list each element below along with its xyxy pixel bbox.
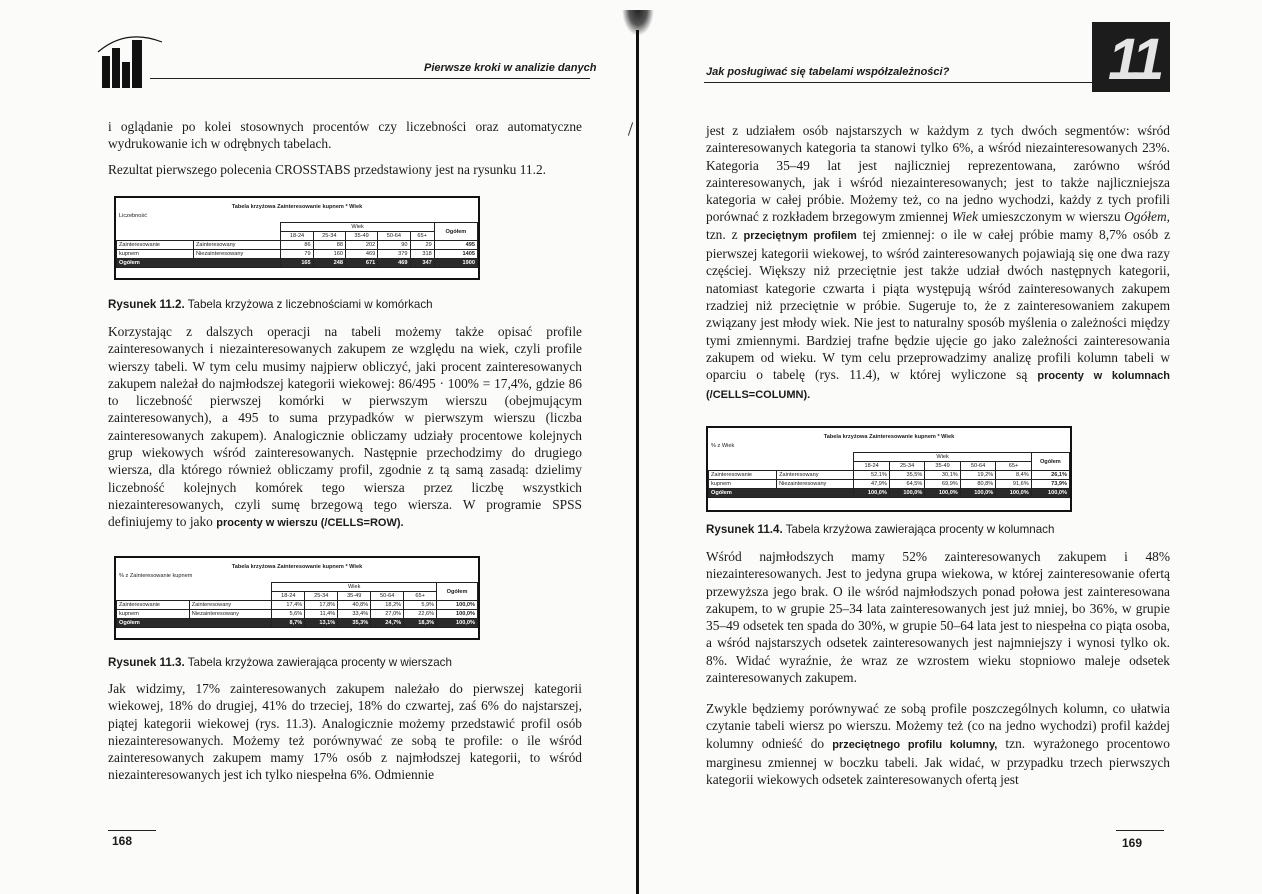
left-header-rule [150, 78, 590, 79]
corner-cell [117, 223, 281, 241]
row-category-label: Zainteresowany [777, 471, 854, 480]
table-cell: 79 [281, 250, 313, 259]
left-paragraph-1: i oglądanie po kolei stosownych procentów czy liczebności oraz automatyczne wydrukowanie ich w odrębnych tabelach. [108, 119, 582, 152]
right-running-header: Jak posługiwać się tabelami współzależności? [706, 66, 950, 78]
table-row [709, 480, 1070, 489]
table-cell: 80,8% [960, 480, 995, 489]
table-cell: 22,6% [404, 610, 437, 619]
paragraph-text: Zwykle będziemy porównywać ze sobą profile poszczególnych kolumn, co ułatwia czytanie tabeli wiersz po wierszu. Możemy też (co na jedno wychodzi) profil każdej kolumny odnieść do [706, 701, 1170, 751]
column-header: 18-24 [854, 462, 889, 471]
table-title: Tabela krzyżowa Zainteresowanie kupnem * Wiek [231, 564, 363, 570]
paragraph-text: tzn. wyrażonego procentowo marginesu zmiennej w boczku tabeli. Jak widać, w przypadku trzech pierwszych kategorii wiekowych odsetek zainteresowanych ofertą jest [706, 735, 1170, 788]
table-cell: 318 [410, 250, 434, 259]
corner-cell [709, 453, 854, 471]
row-category-label: Niezainteresowany [189, 610, 272, 619]
table-cell: 86 [281, 241, 313, 250]
column-header: 50-64 [378, 232, 410, 241]
grand-total-cell: 1900 [434, 259, 477, 268]
paragraph-text: jest z udziałem osób najstarszych w każdym z tych dwóch segmentów: wśród zainteresowanych kategoria ta stanowi tylko 6%, a wśród niezainteresowanych 23%. Kategoria 35–49 lat jest najliczniej reprezentowana, zarówno wśród zainteresowanych, jak i wśród niezainteresowanych; jest to także najliczniejsza kategoria w całej próbie. Możemy też, co na jedno wychodzi, każdy z tych profili porównać z rozkładem brzegowym zmiennej [706, 123, 1170, 225]
column-header: 25-34 [313, 232, 345, 241]
table-cell: 69,9% [925, 480, 960, 489]
column-header: 25-34 [305, 592, 338, 601]
table-cell: 379 [378, 250, 410, 259]
row-variable-label: kupnem [117, 250, 194, 259]
table-cell: 17,8% [305, 601, 338, 610]
table-cell: 100,0% [854, 489, 889, 498]
left-running-header: Pierwsze kroki w analizie danych [424, 62, 597, 74]
row-variable-label: kupnem [709, 480, 777, 489]
table-cell: 100,0% [996, 489, 1031, 498]
left-paragraph-2: Rezultat pierwszego polecenia CROSSTABS przedstawiony jest na rysunku 11.2. [108, 162, 547, 177]
left-footer-rule [108, 830, 156, 831]
table-cell: 35,5% [889, 471, 924, 480]
left-paragraph-3 [108, 323, 582, 533]
table-title: Tabela krzyżowa Zainteresowanie kupnem * Wiek [231, 204, 363, 210]
row-total-cell: 495 [434, 241, 477, 250]
column-group-header: Wiek [272, 583, 437, 592]
table-cell: 11,4% [305, 610, 338, 619]
table-cell: 40,8% [338, 601, 371, 610]
table-cell: 88 [313, 241, 345, 250]
italic-term: Ogółem [1124, 209, 1167, 225]
crosstab-table [116, 222, 478, 268]
caption-text: Tabela krzyżowa zawierająca procenty w kolumnach [785, 523, 1055, 536]
paragraph-bold: przeciętnym profilem [743, 229, 857, 242]
paragraph-text: , tzn. z [706, 209, 1170, 242]
crosstab-figure-11-2 [114, 196, 480, 280]
italic-term: Wiek [951, 209, 978, 225]
figure-caption-11-2 [108, 298, 433, 311]
column-header: 18-24 [272, 592, 305, 601]
column-header: 35-49 [338, 592, 371, 601]
table-cell: 5,9% [404, 601, 437, 610]
left-page-number: 168 [112, 834, 133, 848]
total-column-header: Ogółem [437, 583, 478, 601]
total-row-label: Ogółem [709, 489, 854, 498]
table-cell: 100,0% [889, 489, 924, 498]
table-measure: Liczebność [119, 213, 147, 219]
caption-label: Rysunek 11.3. [108, 656, 185, 669]
table-cell: 100,0% [960, 489, 995, 498]
right-footer-rule [1116, 830, 1164, 831]
grand-total-cell: 100,0% [1031, 489, 1069, 498]
caption-text: Tabela krzyżowa zawierająca procenty w wierszach [187, 656, 452, 669]
row-total-cell: 26,1% [1031, 471, 1069, 480]
total-row-label: Ogółem [117, 619, 272, 628]
right-page-number: 169 [1122, 836, 1143, 850]
table-row [117, 250, 478, 259]
column-group-header: Wiek [854, 453, 1031, 462]
table-cell: 347 [410, 259, 434, 268]
table-cell: 18,2% [371, 601, 404, 610]
table-cell: 30,1% [925, 471, 960, 480]
table-row [117, 601, 478, 610]
table-cell: 160 [313, 250, 345, 259]
row-category-label: Zainteresowany [193, 241, 280, 250]
crosstab-figure-11-3 [114, 556, 480, 640]
table-cell: 17,4% [272, 601, 305, 610]
column-header: 65+ [410, 232, 434, 241]
paragraph-bold: procenty w kolumnach (/CELLS=COLUMN). [706, 370, 1170, 402]
paragraph-text: Korzystając z dalszych operacji na tabeli możemy także opisać profile zainteresowanych i niezainteresowanych zakupem ze względu na wiek, czyli profile wierszy tabeli. W tym celu musimy najpierw obliczyć, jaki procent zainteresowanych zakupem należał do najmłodszej kategorii wiekowej: 86/495 · 100% = 17,4%, gdzie 86 to liczebność pierwszej komórki w pierwszym wierszu (obejmującym zainteresowanych), a 495 to suma przypadków w pierwszym wierszu (liczba zainteresowanych zakupem). Analogicznie obliczamy udziały procentowe kolejnych grup wiekowych wśród zainteresowanych. Następnie przechodzimy do drugiego wiersza, dla którego również obliczamy profil, zgodnie z tą samą zasadą: dzielimy liczebność kolejnych komórek tego wiersza przez liczbę wszystkich niezainteresowanych, czyli sumę brzegową tego wiersza. W programie SPSS definiujemy to jako [108, 324, 582, 530]
column-header: 18-24 [281, 232, 313, 241]
right-header-rule [704, 82, 1094, 83]
column-header: 35-49 [925, 462, 960, 471]
column-header: 50-64 [960, 462, 995, 471]
table-measure: % z Wiek [711, 443, 735, 449]
paragraph-text: tej zmiennej: o ile w całej próbie mamy 8,7% osób z pierwszej kategorii wiekowej, to wśród zainteresowanych pojawiają się one dwa razy częściej. Większy niż przeciętnie jest także udział dwóch następnych kategorii, natomiast kategorie czwarta i piąta występują wśród zainteresowanych zakupem rzadziej niż przeciętnie w próbie. Sugeruje to, że z zainteresowaniem zakupem związany jest młody wiek. Nie jest to naturalny sposób myślenia o zależności między tymi zmiennymi. Bardziej trafne będzie ujęcie go jako zależności zainteresowania zakupem od wieku. W tym celu przeprowadzimy analizę profili kolumn tabeli w oparciu o tabelę (rys. 11.4), w której wyliczone są [706, 226, 1171, 383]
column-group-header: Wiek [281, 223, 434, 232]
right-paragraph-2: Wśród najmłodszych mamy 52% zainteresowanych zakupem i 48% niezainteresowanych. Jest to jedyna grupa wiekowa, w której zainteresowanie ofertą przewyższa jego brak. O ile wśród najmłodszych ponad połowa jest zainteresowana zakupem, to w grupie 25–34 lata zainteresowanych jest już mniej, bo 36%, w grupie 35–49 odsetek ten spada do 30%, w grupie 50–64 lata jest to niespełna co piąta osoba, a wśród najstarszych odsetek zainteresowanych jest najmniejszy i wynosi tylko ok. 8%. Widać wyraźnie, że wraz ze wzrostem wieku stopniowo maleje odsetek zainteresowanych zakupem. [706, 549, 1170, 686]
column-header: 25-34 [889, 462, 924, 471]
right-paragraph-1 [706, 122, 1170, 405]
paragraph-text: umieszczonym w wierszu [981, 209, 1121, 225]
row-variable-label: Zainteresowanie [709, 471, 777, 480]
table-row [117, 610, 478, 619]
table-cell: 90 [378, 241, 410, 250]
right-paragraph-3 [706, 700, 1170, 788]
column-header: 65+ [996, 462, 1031, 471]
table-cell: 27,0% [371, 610, 404, 619]
row-category-label: Zainteresowany [189, 601, 272, 610]
table-cell: 13,1% [305, 619, 338, 628]
row-variable-label: Zainteresowanie [117, 601, 190, 610]
total-row [117, 619, 478, 628]
grand-total-cell: 100,0% [437, 619, 478, 628]
table-cell: 469 [378, 259, 410, 268]
table-cell: 8,4% [996, 471, 1031, 480]
paragraph-bold: procenty w wierszu (/CELLS=ROW). [216, 517, 404, 530]
row-category-label: Niezainteresowany [777, 480, 854, 489]
table-cell: 47,9% [854, 480, 889, 489]
row-total-cell: 100,0% [437, 601, 478, 610]
caption-text: Tabela krzyżowa z liczebnościami w komórkach [187, 298, 433, 311]
total-column-header: Ogółem [434, 223, 477, 241]
table-cell: 5,6% [272, 610, 305, 619]
table-cell: 100,0% [925, 489, 960, 498]
column-header: 65+ [404, 592, 437, 601]
table-cell: 165 [281, 259, 313, 268]
table-measure: % z Zainteresowanie kupnem [119, 573, 193, 579]
page-gutter [636, 30, 639, 894]
crosstab-figure-11-4 [706, 426, 1072, 512]
table-title: Tabela krzyżowa Zainteresowanie kupnem * Wiek [823, 434, 955, 440]
total-row-label: Ogółem [117, 259, 281, 268]
caption-label: Rysunek 11.4. [706, 523, 783, 536]
total-row [117, 259, 478, 268]
row-total-cell: 100,0% [437, 610, 478, 619]
bar-chart-logo-icon [96, 34, 166, 90]
table-cell: 248 [313, 259, 345, 268]
row-variable-label: kupnem [117, 610, 190, 619]
row-total-cell: 1405 [434, 250, 477, 259]
table-cell: 202 [345, 241, 377, 250]
figure-caption-11-4 [706, 523, 1054, 536]
row-category-label: Niezainteresowany [193, 250, 280, 259]
table-cell: 671 [345, 259, 377, 268]
left-paragraph-4: Jak widzimy, 17% zainteresowanych zakupem należało do pierwszej kategorii wiekowej, 18% do drugiej, 41% do trzeciej, 18% do czwartej, zaś 6% do najstarszej, piątej kategorii wiekowej (rys. 11.3). Analogicznie możemy przedstawić profil osób niezainteresowanych. Możemy też porównywać ze sobą te profile: o ile wśród zainteresowanych zakupem mamy 17% osób z najmłodszej kategorii, to wśród niezainteresowanych jest ich tylko niespełna 6%. Odmiennie [108, 681, 582, 783]
column-header: 35-49 [345, 232, 377, 241]
table-cell: 91,6% [996, 480, 1031, 489]
row-variable-label: Zainteresowanie [117, 241, 194, 250]
table-cell: 8,7% [272, 619, 305, 628]
table-cell: 24,7% [371, 619, 404, 628]
paragraph-bold: przeciętnego profilu kolumny, [832, 738, 998, 751]
chapter-number: 11 [1108, 27, 1161, 92]
table-cell: 33,4% [338, 610, 371, 619]
table-cell: 29 [410, 241, 434, 250]
table-row [117, 241, 478, 250]
table-row [709, 471, 1070, 480]
table-cell: 18,3% [404, 619, 437, 628]
total-column-header: Ogółem [1031, 453, 1069, 471]
crosstab-table [116, 582, 478, 628]
table-cell: 469 [345, 250, 377, 259]
crosstab-table [708, 452, 1070, 498]
figure-caption-11-3 [108, 656, 452, 669]
table-cell: 52,1% [854, 471, 889, 480]
row-total-cell: 73,9% [1031, 480, 1069, 489]
table-cell: 64,5% [889, 480, 924, 489]
table-cell: 19,2% [960, 471, 995, 480]
table-cell: 35,3% [338, 619, 371, 628]
column-header: 50-64 [371, 592, 404, 601]
total-row [709, 489, 1070, 498]
corner-cell [117, 583, 272, 601]
caption-label: Rysunek 11.2. [108, 298, 185, 311]
